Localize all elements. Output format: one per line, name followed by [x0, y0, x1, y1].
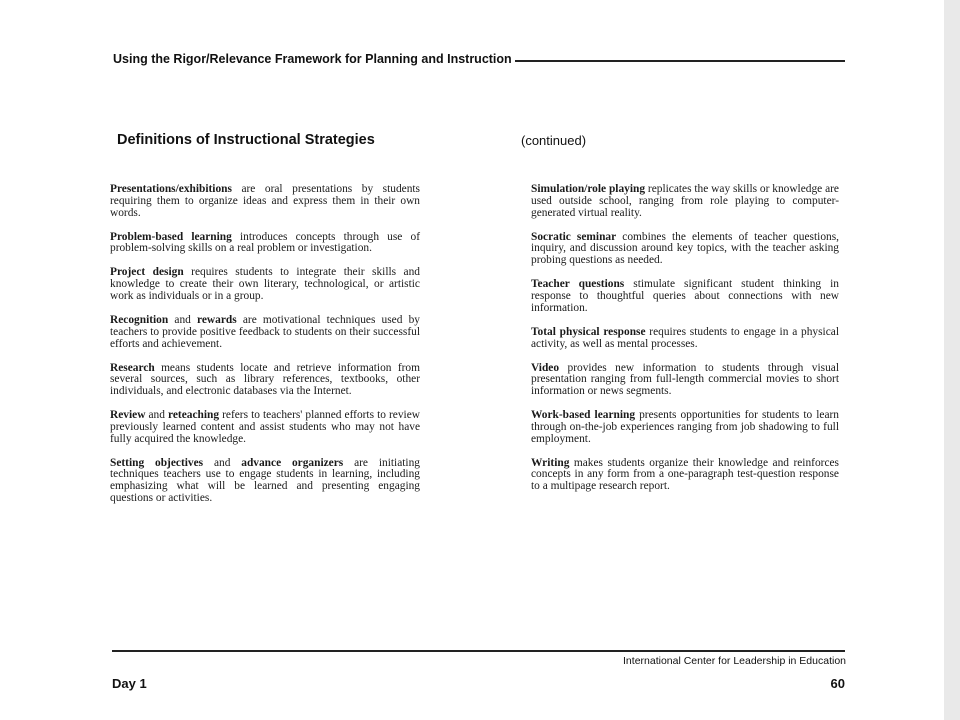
definition-term: Work-based learning — [531, 409, 636, 422]
definition-entry — [531, 279, 839, 314]
definition-term: Socratic seminar — [531, 230, 617, 243]
definition-text: makes students organize their knowledge and reinforces concepts in any form from a one-paragraph test-question response to a multipage research report. — [531, 456, 839, 493]
definition-entry — [531, 410, 839, 445]
definition-connector: and — [203, 456, 242, 469]
section-title: Definitions of Instructional Strategies — [117, 132, 375, 148]
right-column — [531, 184, 839, 505]
definition-text: provides new information to students through visual presentation ranging from full-length commercial movies to short information or news segments. — [531, 361, 839, 398]
definition-entry — [110, 267, 420, 302]
definition-connector: and — [168, 313, 198, 326]
definition-text: requires students to integrate their skills and knowledge to create their own literary, technological, or artistic work as individuals or in a group. — [110, 266, 420, 302]
definition-term: Video — [531, 361, 560, 374]
definition-text: requires students to engage in a physical activity, as well as mental processes. — [531, 325, 839, 350]
definition-text: are initiating techniques teachers use to engage students in learning, including emphasizing what will be learned and presenting engaging questions or activities. — [110, 456, 420, 505]
definition-text: replicates the way skills or knowledge are used outside school, ranging from role playing to computer-generated virtual reality. — [531, 183, 839, 219]
page-edge-shadow — [944, 0, 960, 720]
definition-entry — [531, 458, 839, 493]
definition-text: means students locate and retrieve information from several sources, such as library references, textbooks, other individuals, and electronic databases via the Internet. — [110, 361, 420, 398]
definition-text: are oral presentations by students requiring them to organize ideas and express them in their own words. — [110, 183, 420, 219]
definition-term: Recognition — [110, 313, 169, 326]
definition-term: Presentations/exhibitions — [110, 183, 232, 195]
definition-term: Writing — [531, 456, 570, 469]
definition-connector: and — [145, 409, 168, 422]
footer-day: Day 1 — [112, 676, 147, 691]
footer-rule — [112, 650, 845, 652]
definition-entry — [110, 410, 420, 445]
header-title: Using the Rigor/Relevance Framework for Planning and Instruction — [113, 52, 512, 66]
definition-term: rewards — [197, 313, 237, 326]
definition-text: refers to teachers' planned efforts to review previously learned content and assist students who may not have fully acquired the knowledge. — [110, 409, 420, 445]
definition-term: Research — [110, 361, 155, 374]
definition-entry — [110, 184, 420, 219]
definition-term: Simulation/role playing — [531, 183, 646, 195]
definition-term: Problem-based learning — [110, 230, 232, 243]
definition-term: Total physical response — [531, 325, 646, 338]
definition-entry — [531, 363, 839, 398]
definition-text: are motivational techniques used by teachers to provide positive feedback to students on their successful efforts and achievement. — [110, 313, 420, 350]
definition-entry — [110, 458, 420, 505]
header-rule — [515, 60, 845, 62]
definition-text: combines the elements of teacher questions, inquiry, and discussion around key topics, with the teacher asking probing questions as needed. — [531, 230, 839, 267]
definition-entry — [110, 315, 420, 350]
footer-organization: International Center for Leadership in Education — [623, 655, 846, 667]
definition-term: Project design — [110, 266, 184, 279]
definition-entry — [110, 363, 420, 398]
definition-entry — [531, 232, 839, 267]
left-column — [110, 184, 420, 517]
definition-term: Teacher questions — [531, 278, 625, 291]
definition-text: stimulate significant student thinking in response to thoughtful queries about connections with new information. — [531, 278, 839, 314]
definition-term: advance organizers — [241, 456, 344, 469]
definition-text: presents opportunities for students to learn through on-the-job experiences ranging from job shadowing to full employment. — [531, 409, 839, 445]
definition-term: reteaching — [168, 409, 220, 422]
definition-text: introduces concepts through use of problem-solving skills on a real problem or investigation. — [110, 230, 420, 255]
definition-entry — [531, 184, 839, 219]
definition-term: Setting objectives — [110, 456, 204, 469]
running-header — [113, 52, 845, 66]
definition-term: Review — [110, 409, 146, 422]
definition-entry — [531, 327, 839, 351]
continued-label: (continued) — [521, 133, 587, 148]
definition-entry — [110, 232, 420, 256]
page-number: 60 — [830, 676, 845, 691]
